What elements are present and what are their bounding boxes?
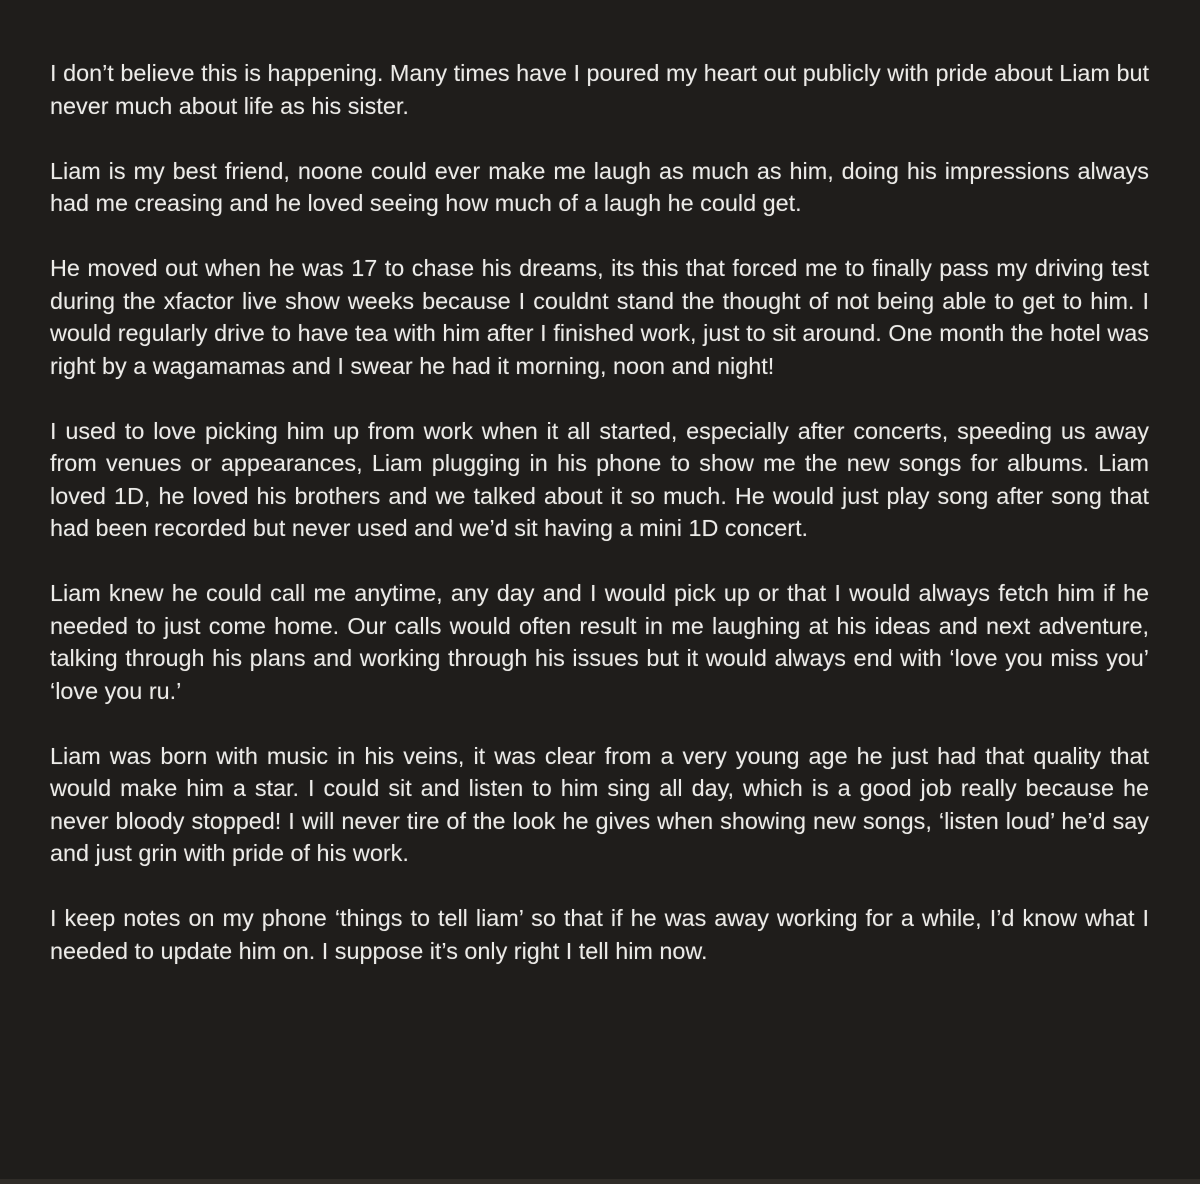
bottom-edge-divider: [0, 1179, 1200, 1184]
paragraph-3: He moved out when he was 17 to chase his dreams, its this that forced me to finally pass my driving test during the xfactor live show weeks because I couldnt stand the thought of not being able to get to him. I would regularly drive to have tea with him after I finished work, just to sit around. One month the hotel was right by a wagamamas and I swear he had it morning, noon and night!: [50, 255, 1149, 379]
paragraph-6: Liam was born with music in his veins, it was clear from a very young age he just had that quality that would make him a star. I could sit and listen to him sing all day, which is a good job really because he never bloody stopped! I will never tire of the look he gives when showing new songs, ‘listen loud’ he’d say and just grin with pride of his work.: [50, 742, 1149, 866]
paragraph-1: I don’t believe this is happening. Many times have I poured my heart out publicly with pride about Liam but never much about life as his sister.: [50, 60, 1149, 119]
paragraph-4: I used to love picking him up from work when it all started, especially after concerts, speeding us away from venues or appearances, Liam plugging in his phone to show me the new songs for albums. Liam loved 1D, he loved his brothers and we talked about it so much. He would just play song after song that had been recorded but never used and we’d sit having a mini 1D concert.: [50, 417, 1149, 541]
note-text-block: [50, 57, 1149, 967]
paragraph-7: I keep notes on my phone ‘things to tell liam’ so that if he was away working for a while, I’d know what I needed to update him on. I suppose it’s only right I tell him now.: [50, 905, 1149, 964]
paragraph-2: Liam is my best friend, noone could ever make me laugh as much as him, doing his impressions always had me creasing and he loved seeing how much of a laugh he could get.: [50, 157, 1149, 216]
paragraph-5: Liam knew he could call me anytime, any day and I would pick up or that I would always fetch him if he needed to just come home. Our calls would often result in me laughing at his ideas and next adventure, talking through his plans and working through his issues but it would always end with ‘love you miss you’ ‘love you ru.’: [50, 580, 1149, 704]
